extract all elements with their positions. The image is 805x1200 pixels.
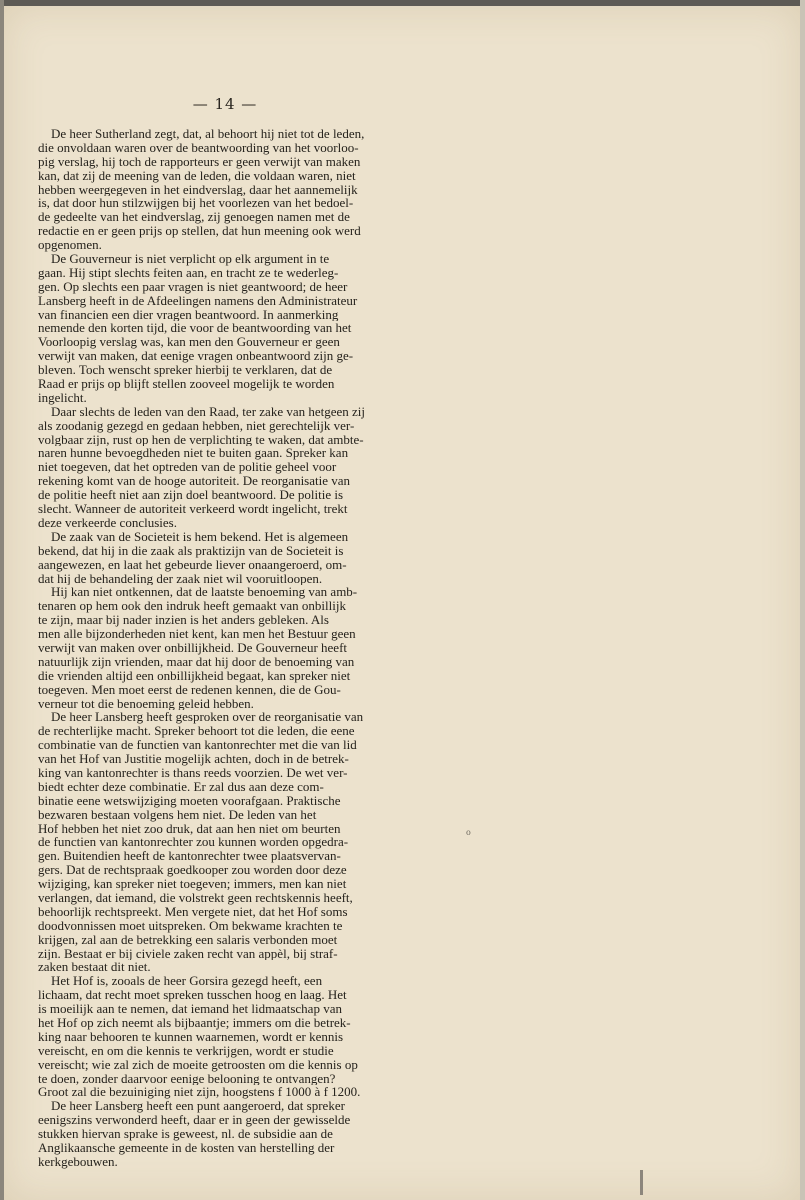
text-line: van het Hof van Justitie mogelijk achten, doch in de betrek- (38, 752, 349, 766)
text-line: gers. Dat de rechtspraak goedkooper zou worden door deze (38, 863, 347, 878)
text-line: de rechterlijke macht. Spreker behoort tot die leden, die eene (38, 724, 355, 739)
text-line: Raad er prijs op blijft stellen zooveel mogelijk te worden (38, 377, 335, 391)
text-line: toegeven. Men moet eerst de redenen kennen, die de Gou- (38, 682, 341, 697)
text-line: zaken bestaat dit niet. (38, 960, 151, 975)
text-line: men alle bijzonderheden niet kent, kan men het Bestuur geen (38, 627, 356, 641)
text-line: van financien een dier vragen beantwoord. In aanmerking (38, 307, 339, 322)
text-line: slecht. Wanneer de autoriteit verkeerd wordt ingelicht, trekt (38, 502, 348, 516)
text-line: te doen, zonder daarvoor eenige belooning te ontvangen? (38, 1071, 336, 1086)
text-line: de functien van kantonrechter zou kunnen worden opgedra- (38, 835, 349, 850)
text-line: Anglikaansche gemeente in de kosten van herstelling der (38, 1141, 335, 1155)
text-line: aangewezen, en laat het gebeurde liever onaangeroerd, om- (38, 557, 347, 572)
text-line: De heer Lansberg heeft een punt aangeroerd, dat spreker (51, 1099, 345, 1114)
text-line: king van kantonrechter is thans reeds voorzien. De wet ver- (38, 765, 348, 780)
text-line: deze verkeerde conclusies. (38, 515, 177, 530)
text-line: behoorlijk rechtspreekt. Men vergete niet, dat het Hof soms (38, 904, 348, 919)
scan-right-edge (800, 0, 805, 1200)
text-line: Het Hof is, zooals de heer Gorsira gezegd heeft, een (51, 974, 323, 989)
text-line: redactie en er geen prijs op stellen, dat hun meening ook werd (38, 224, 361, 239)
text-line: te zijn, maar bij nader inzien is het anders gebleken. Als (38, 613, 329, 628)
margin-mark: o (466, 828, 471, 837)
text-line: het Hof op zich neemt als bijbaantje; immers om die betrek- (38, 1016, 351, 1030)
text-line: als zoodanig gezegd en gedaan hebben, niet gerechtelijk ver- (38, 418, 355, 433)
text-line: verlangen, dat iemand, die volstrekt geen rechtskennis heeft, (38, 890, 353, 905)
text-line: Groot zal die bezuiniging niet zijn, hoogstens f 1000 à f 1200. (38, 1085, 361, 1100)
text-line: gen. Op slechts een paar vragen is niet geantwoord; de heer (38, 279, 348, 294)
page-number: — 14 — (192, 95, 258, 113)
text-line: is, dat door hun stilzwijgen bij het voorlezen van het bedoel- (38, 196, 354, 211)
text-line: dat hij de behandeling der zaak niet wil vooruitloopen. (38, 571, 323, 586)
text-line: ingelicht. (38, 390, 87, 405)
text-line: natuurlijk zijn vrienden, maar dat hij door de benoeming van (38, 654, 355, 669)
text-line: gaan. Hij stipt slechts feiten aan, en tracht ze te wederleg- (38, 265, 339, 280)
text-line: opgenomen. (38, 238, 102, 253)
text-line: gen. Buitendien heeft de kantonrechter twee plaatsvervan- (38, 849, 341, 864)
text-line: binatie eene wetswijziging moeten voorafgaan. Praktische (38, 793, 341, 808)
body-text (38, 127, 403, 1169)
text-line: kan, dat zij de meening van de leden, die voldaan waren, niet (38, 168, 356, 183)
text-line: vereischt, en om die kennis te verkrijgen, wordt er studie (38, 1043, 334, 1058)
text-line: hebben weergegeven in het eindverslag, daar het aannemelijk (38, 182, 358, 197)
text-line: eenigszins verwonderd heeft, daar er in geen der gewisselde (38, 1113, 351, 1128)
text-line: wijziging, kan spreker niet toegeven; immers, men kan niet (38, 877, 347, 891)
text-line: is moeilijk aan te nemen, dat iemand het lidmaatschap van (38, 1002, 342, 1016)
text-line: biedt echter deze combinatie. Er zal dus aan deze com- (38, 779, 324, 794)
text-line: kerkgebouwen. (38, 1154, 118, 1169)
text-line: vereischt; wie zal zich de moeite getroosten om die kennis op (38, 1057, 358, 1072)
text-line: Daar slechts de leden van den Raad, ter zake van hetgeen zij (51, 404, 366, 419)
text-line: king naar behooren te kunnen waarnemen, wordt er kennis (38, 1029, 344, 1044)
text-line: doodvonnissen moet uitspreken. Om bekwame krachten te (38, 918, 343, 933)
text-line: bezwaren bestaan volgens hem niet. De leden van het (38, 807, 317, 822)
text-line: verwijt van maken over onbillijkheid. De Gouverneur heeft (38, 640, 348, 655)
text-line: die onvoldaan waren over de beantwoording van het voorloo- (38, 140, 359, 155)
text-line: De zaak van de Societeit is hem bekend. Het is algemeen (51, 529, 349, 544)
text-line: Hij kan niet ontkennen, dat de laatste benoeming van amb- (51, 585, 358, 600)
text-line: stukken hiervan sprake is geweest, nl. de subsidie aan de (38, 1127, 333, 1142)
text-line: Voorloopig verslag was, kan men den Gouverneur er geen (38, 335, 340, 350)
text-line: die vrienden altijd een onbillijkheid begaat, kan spreker niet (38, 668, 351, 683)
text-line: De Gouverneur is niet verplicht op elk argument in te (51, 252, 330, 266)
text-line: krijgen, zal aan de betrekking een salaris verbonden moet (38, 932, 338, 947)
page-tear (640, 1170, 643, 1195)
text-line: pig verslag, hij toch de rapporteurs er geen verwijt van maken (38, 154, 361, 169)
text-line: verwijt van maken, dat eenige vragen onbeantwoord zijn ge- (38, 349, 354, 364)
text-line: bekend, dat hij in die zaak als praktizijn van de Societeit is (38, 543, 344, 558)
text-line: lichaam, dat recht moet spreken tusschen hoog en laag. Het (38, 988, 347, 1003)
text-line: Hof hebben het niet zoo druk, dat aan hen niet om beurten (38, 821, 341, 836)
text-line: tenaren op hem ook den indruk heeft gemaakt van onbillijk (38, 599, 346, 614)
text-line: volgbaar zijn, rust op hen de verplichting te waken, dat ambte- (38, 432, 364, 447)
text-line: naren hunne bevoegdheden niet te buiten gaan. Spreker kan (38, 446, 349, 461)
text-line: zijn. Bestaat er bij civiele zaken recht van appèl, bij straf- (38, 946, 338, 961)
text-line: bleven. Toch wenscht spreker hierbij te verklaren, dat de (38, 363, 333, 378)
text-line: de politie heeft niet aan zijn doel beantwoord. De politie is (38, 488, 344, 503)
text-line: Lansberg heeft in de Afdeelingen namens den Administrateur (38, 293, 358, 308)
text-line: De heer Lansberg heeft gesproken over de reorganisatie van (51, 710, 364, 725)
text-line: combinatie van de functien van kantonrechter met die van lid (38, 738, 357, 753)
text-line: verneur tot die benoeming geleid hebben. (38, 696, 254, 711)
text-line: niet toegeven, dat het optreden van de politie geheel voor (38, 460, 337, 475)
text-line: nemende den korten tijd, die voor de beantwoording van het (38, 321, 352, 336)
text-line: De heer Sutherland zegt, dat, al behoort hij niet tot de leden, (51, 127, 365, 141)
text-line: rekening komt van de hooge autoriteit. De reorganisatie van (38, 474, 351, 489)
text-line: de gedeelte van het eindverslag, zij genoegen namen met de (38, 210, 350, 225)
